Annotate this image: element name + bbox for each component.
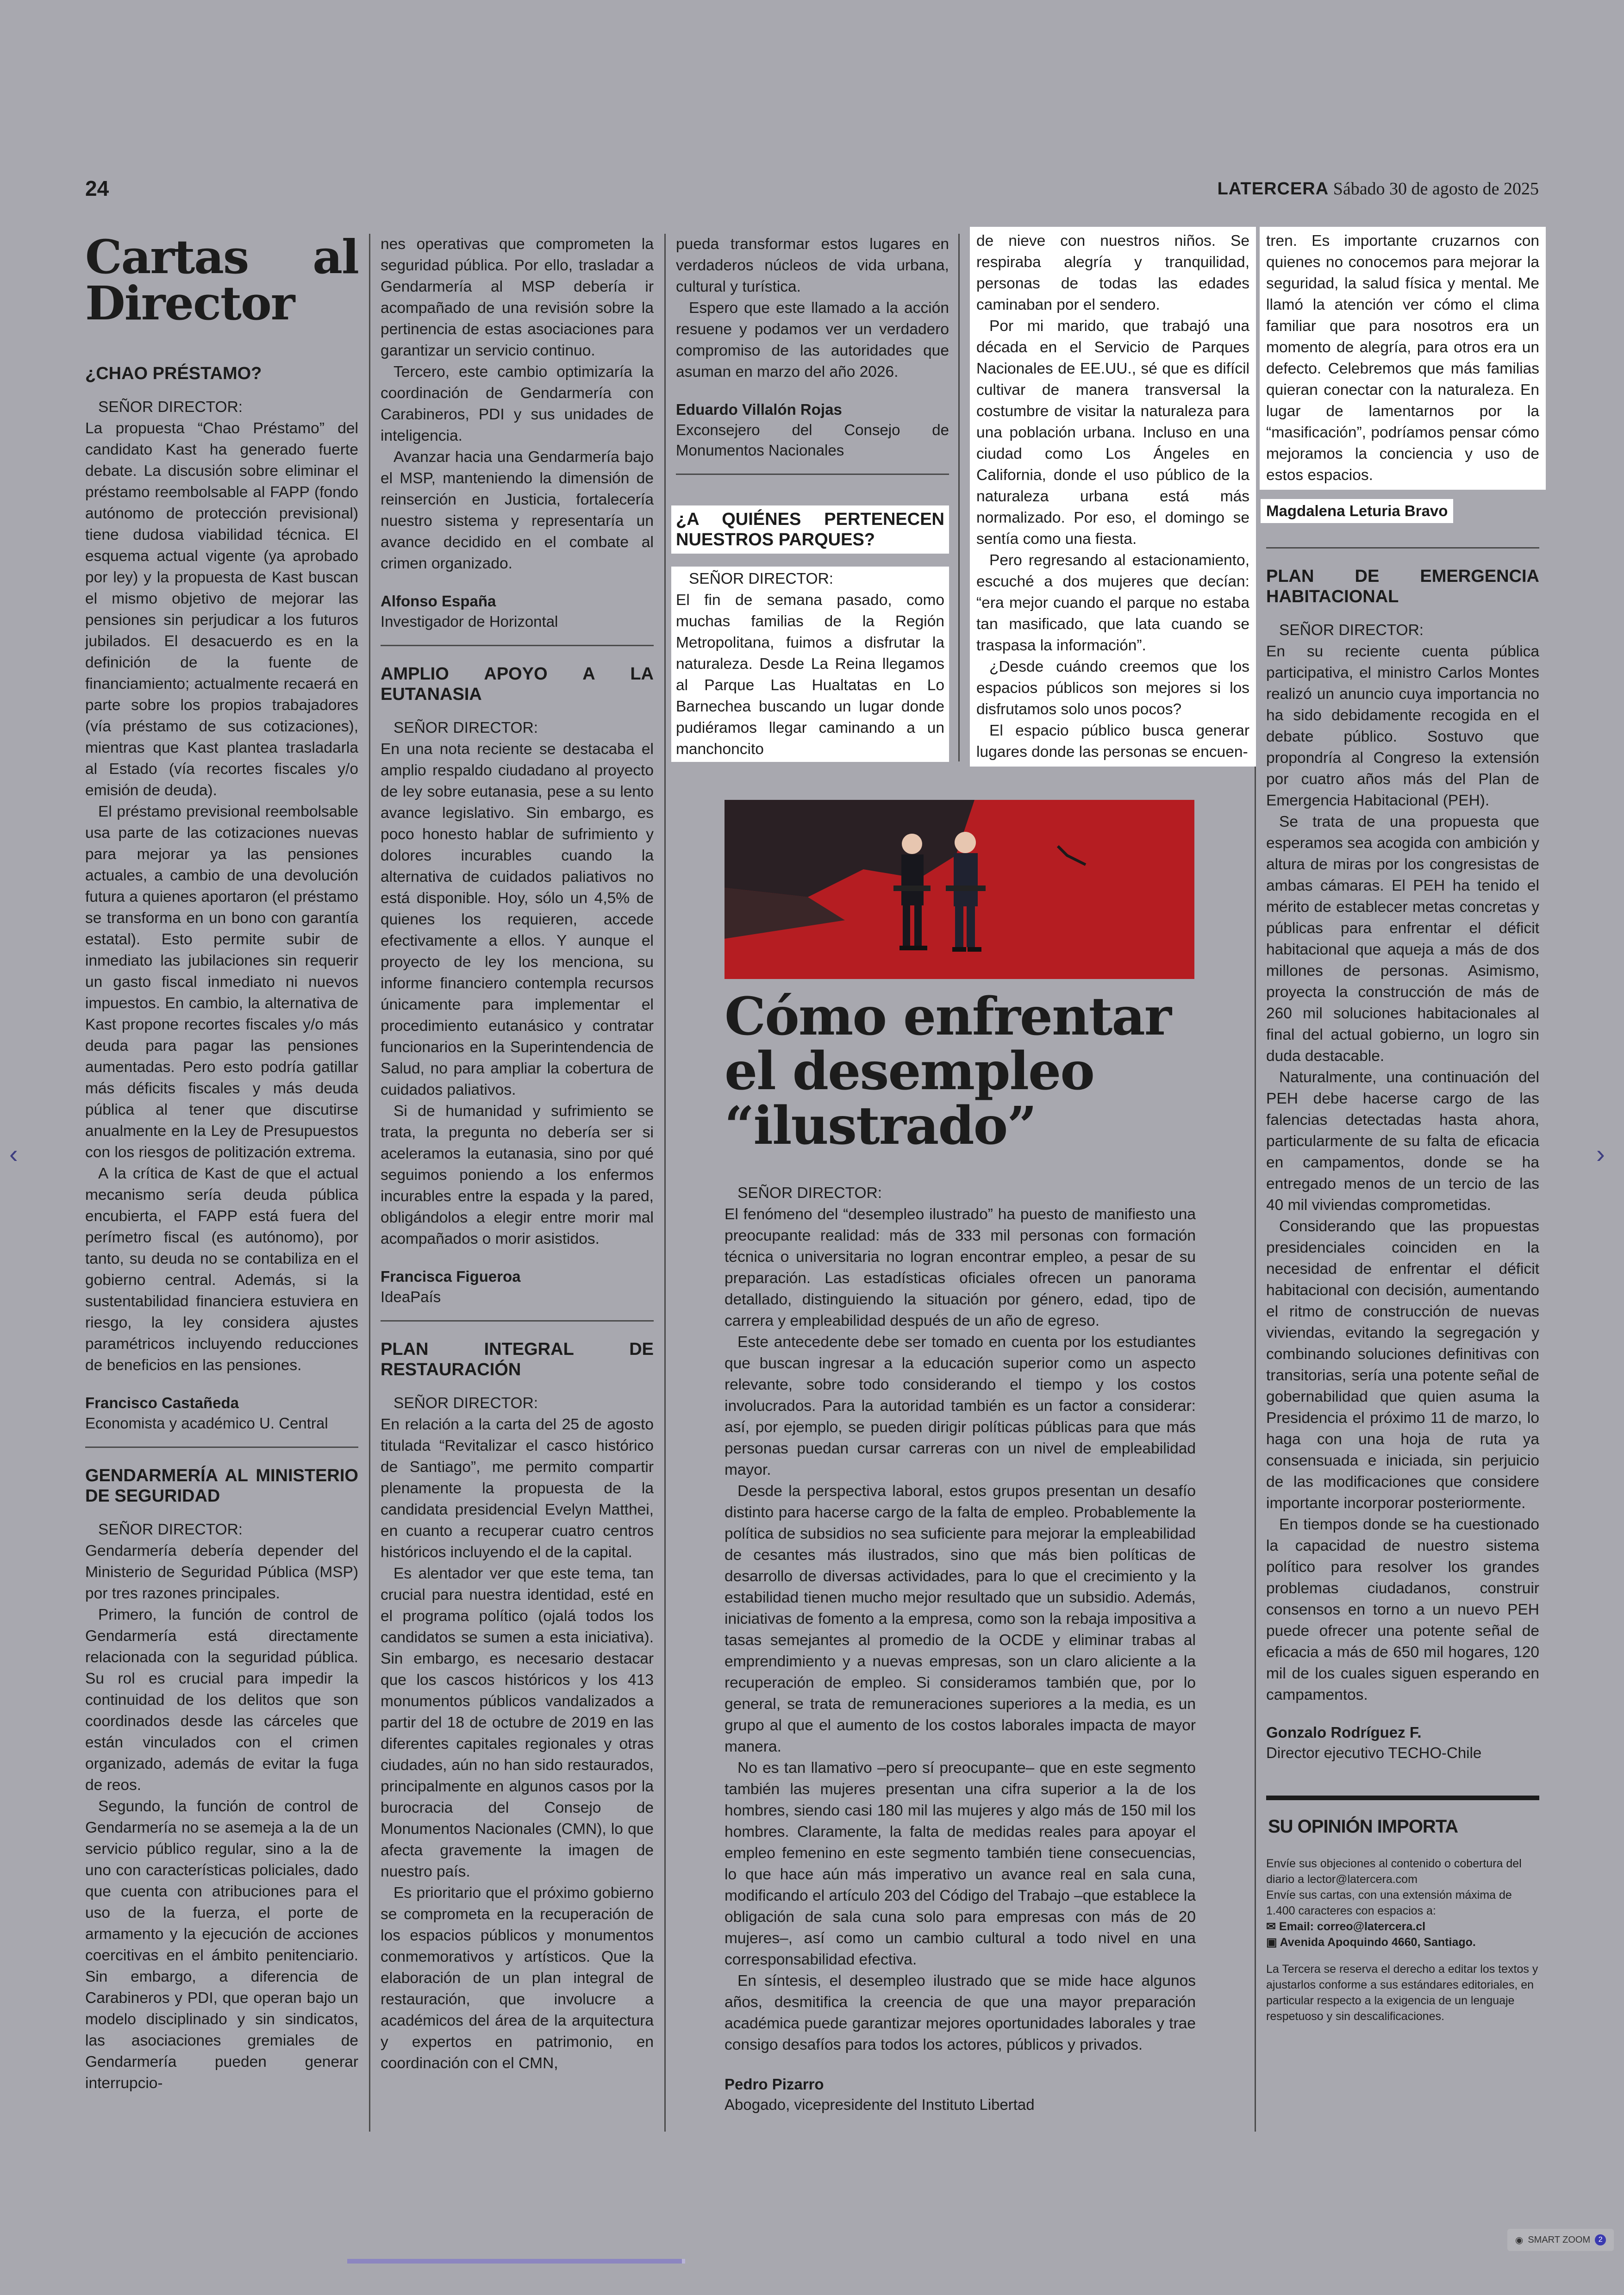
feature-paragraph: El fenómeno del “desempleo ilustrado” ha puesto de manifiesto una preocupante realidad: más de 333 mil personas con formación técnica o universitaria no logran encontrar empleo, a pesar de su preparación. Las estadísticas oficiales ofrecen un panorama detallado, distinguiendo la situación por género, edad, tipo de carrera y empleabilidad después de un año de egreso. [725, 1206, 1196, 1329]
letter-heading: AMPLIO APOYO A LA EUTANASIA [381, 664, 654, 704]
letter-signature [381, 1266, 654, 1307]
letter-paragraph: El espacio público busca generar lugares donde las personas se encuen- [976, 722, 1249, 761]
salutation: SEÑOR DIRECTOR: [689, 570, 834, 587]
feature-paragraph: No es tan llamativo –pero sí preocupante– que en este segmento también las mujeres presentan una cifra superior a la de los hombres, siendo casi 180 mil las mujeres y algo más de 150 mil los hombres. Claramente, la falta de medidas reales para apoyar el empleo femenino en este segmento también tiene consecuencias, lo que hace aún más imperativo un avance real en sala cuna, modificando el artículo 203 del Código del Trabajo –que establece la obligación de sala cuna solo para empresas con más de 20 mujeres–, así como un cambio cultural a todo nivel en una corresponsabilidad efectiva. [725, 1759, 1196, 1968]
letter-divider [1266, 547, 1539, 549]
highlighted-text-block [1260, 227, 1546, 490]
letter-paragraph: Segundo, la función de control de Gendarmería no se asemeja a la de un servicio público regular, sino a la de uno con características policiales, dado que cuenta con atribuciones para el uso de la fuerza, el porte de armamento y la ejecución de acciones coercitivas en el ámbito penitenciario. Sin embargo, a diferencia de Carabineros y PDI, que operan bajo un modelo disciplinado y sin sindicatos, las asociaciones gremiales de Gendarmería pueden generar interrupcio- [85, 1798, 358, 2092]
letter-divider [676, 474, 949, 475]
letter-divider [85, 1447, 358, 1448]
opinion-line: Envíe sus objeciones al contenido o cobertura del diario a lector@latercera.com [1266, 1857, 1522, 1886]
opinion-top-rule [1266, 1796, 1539, 1800]
column-divider [958, 234, 960, 761]
email-text: Email: correo@latercera.cl [1279, 1920, 1426, 1933]
zoom-badge: 2 [1595, 2234, 1606, 2245]
salutation: SEÑOR DIRECTOR: [394, 719, 538, 736]
letter-paragraph: El préstamo previsional reembolsable usa parte de las cotizaciones nuevas para mejorar ya las pensiones actuales, a cambio de una devolución futura a quienes aportaron (el préstamo se transforma en un bono con garantía estatal). Esto permite subir de inmediato las jubilaciones sin requerir un gasto fiscal inmediato ni nuevos impuestos. En cambio, la alternativa de Kast propone recortes fiscales y/o más deuda para pagar las pensiones aumentadas. Pero esto podría gatillar más déficits fiscales y más deuda pública al tener que discutirse anualmente en la Ley de Presupuestos con los riesgos de politización extrema. [85, 803, 358, 1161]
letter-paragraph: Si de humanidad y sufrimiento se trata, la pregunta no debería ser si aceleramos la eutanasia, sino por qué seguimos poniendo a los enfermos incurables entre la espada y la pared, obligándolos a elegir entre morir mal acompañados o morir asistidos. [381, 1103, 654, 1247]
eye-icon: ◉ [1515, 2235, 1524, 2245]
letter-paragraph: Es alentador ver que este tema, tan crucial para nuestra identidad, esté en el programa político (ojalá todos los candidatos se sumen a esta iniciativa). Sin embargo, es necesario destacar que los cascos históricos y los 413 monumentos públicos vandalizados a partir del 18 de octubre de 2019 en las diferentes capitales regionales y otras ciudades, aún no han sido restaurados, principalmente en algunos casos por la burocracia del Consejo de Monumentos Nacionales (CMN), lo que afecta gravemente la imagen de nuestro país. [381, 1565, 654, 1880]
author-role: Director ejecutivo TECHO-Chile [1266, 1744, 1482, 1761]
letter-paragraph: En su reciente cuenta pública participativa, el ministro Carlos Montes realizó un anuncio cuya importancia no ha sido debidamente recogida en el debate público. Sostuvo que propondría al Congreso la extensión por cuatro años más del Plan de Emergencia Habitacional (PEH). [1266, 643, 1539, 809]
column-3 [676, 234, 949, 762]
letter-divider [381, 1320, 654, 1322]
salutation: SEÑOR DIRECTOR: [98, 399, 243, 416]
highlighted-text-block [671, 567, 949, 762]
opinion-disclaimer: La Tercera se reserva el derecho a editar los textos y ajustarlos conforme a sus estándares editoriales, en particular respecto a la exigencia de un lenguaje respetuoso y sin descalificaciones. [1266, 1963, 1538, 2023]
mail-icon: ✉ [1266, 1920, 1279, 1933]
author-name: Eduardo Villalón Rojas [676, 401, 842, 418]
opinion-email [1266, 1919, 1539, 1934]
letter-paragraph: Considerando que las propuestas presidenciales coinciden en la necesidad de enfrentar el déficit habitacional con decisión, aumentando el ritmo de construcción de nuevas viviendas, evitando la segregación y combinando soluciones definitivas con transitorias, sería una potente señal de gobernabilidad que quien asuma la Presidencia el próximo 11 de marzo, lo haga con una hoja de ruta ya consensuada e iniciada, sin perjuicio de las modificaciones que considere importante incorporar posteriormente. [1266, 1218, 1539, 1512]
letter-heading: ¿A QUIÉNES PERTENECEN NUESTROS PARQUES? [671, 505, 949, 554]
letter-signature [676, 399, 949, 461]
author-role: Investigador de Horizontal [381, 613, 558, 630]
smart-zoom-button[interactable] [1507, 2229, 1614, 2251]
letter-heading: ¿CHAO PRÉSTAMO? [85, 364, 262, 383]
feature-paragraph: Desde la perspectiva laboral, estos grupos presentan un desafío distinto para hacerse cargo de la falta de empleo. Probablemente la política de subsidios no sea suficiente para mejorar la empleabilidad de cesantes más ilustrados, sino que más bien políticas de desarrollo de diversas actividades, para lo que el crecimiento y la estabilidad tienen mucho mejor resultado que un subsidio. Además, iniciativas de fomento a la empresa, como son la rebaja impositiva a tasas semejantes al promedio de la OCDE y eliminar trabas al emprendimiento y a nuevas empresas, son un claro aliciente a la recuperación de empleo. Si consideramos también que, por lo general, se trata de remuneraciones superiores a la media, es un grupo al que el aumento de los costos laborales impacta de mayor manera. [725, 1483, 1196, 1755]
letter-paragraph: Por mi marido, que trabajó una década en el Servicio de Parques Nacionales de EE.UU., sé que es difícil cultivar de manera transversal la costumbre de visitar la naturaleza para una población urbana. Incluso en una ciudad como Los Ángeles en California, donde el uso público de la naturaleza urbana está más normalizado. Por eso, el domingo se sentía como una fiesta. [976, 318, 1249, 548]
column-1 [85, 230, 358, 2094]
letter-paragraph: En una nota reciente se destacaba el amplio respaldo ciudadano al proyecto de ley sobre eutanasia, pese a su lento avance legislativo. Sin embargo, es poco honesto hablar de sufrimiento y dolores incurables cuando la alternativa de cuidados paliativos no está disponible. Hoy, sólo un 4,5% de quienes los requieren, accede efectivamente a ellos. Y aunque el proyecto de ley los menciona, su informe financiero contempla recursos únicamente para implementar el procedimiento eutanásico y contratar funcionarios en la Superintendencia de Salud, no para ampliar la cobertura de cuidados paliativos. [381, 741, 654, 1098]
headline-line: “ilustrado” [725, 1096, 1036, 1156]
letter-paragraph: Gendarmería debería depender del Ministerio de Seguridad Pública (MSP) por tres razones principales. [85, 1542, 358, 1602]
column-divider [664, 234, 666, 2132]
page-number: 24 [85, 176, 109, 200]
chevron-right-icon[interactable]: › [1596, 1139, 1605, 1168]
author-name: Pedro Pizarro [725, 2076, 824, 2093]
opinion-address [1266, 1934, 1539, 1950]
letter-paragraph: Tercero, este cambio optimizaría la coordinación de Gendarmería con Carabineros, PDI y sus unidades de inteligencia. [381, 363, 654, 444]
letter-paragraph: Naturalmente, una continuación del PEH debe hacerse cargo de las falencias detectadas hasta ahora, particularmente de su falta de eficacia en campamentos, donde se ha entregado menos de un tercio de las 40 mil viviendas comprometidas. [1266, 1069, 1539, 1214]
column-2 [381, 234, 654, 2074]
feature-headline [725, 986, 1201, 1156]
column-4-highlighted [970, 227, 1256, 767]
letter-paragraph: En tiempos donde se ha cuestionado la capacidad de nuestro sistema político para resolver los grandes problemas ciudadanos, construir consensos en torno a un nuevo PEH puede ofrecer una potente señal de eficacia a más de 650 mil hogares, 120 mil de los cuales siguen esperando en campamentos. [1266, 1516, 1539, 1703]
letter-signature [1266, 499, 1539, 523]
letter-paragraph: Avanzar hacia una Gendarmería bajo el MSP, manteniendo la dimensión de reinserción en Justicia, fortalecería nuestro sistema y representaría un avance decidido en el combate al crimen organizado. [381, 449, 654, 572]
section-title: Cartas al Director [85, 230, 358, 331]
letter-paragraph: Se trata de una propuesta que esperamos sea acogida con ambición y altura de miras por los congresistas de ambas cámaras. El PEH ha tenido el mérito de establecer metas concretas y públicas para enfrentar el déficit habitacional que aqueja a más de dos millones de personas. Asimismo, proyecta la construcción de más de 260 mil soluciones habitacionales al final del actual gobierno, un logro sin duda destacable. [1266, 813, 1539, 1065]
author-role: Exconsejero del Consejo de Monumentos Nacionales [676, 421, 949, 459]
letter-signature [381, 591, 654, 632]
salutation: SEÑOR DIRECTOR: [737, 1185, 882, 1202]
feature-body [725, 1183, 1196, 2115]
letter-paragraph: Es prioritario que el próximo gobierno se comprometa en la recuperación de los espacios públicos y monumentos conmemorativos y artísticos. Que la elaboración de un plan integral de restauración, que involucre a académicos del área de la arquitectura y expertos en patrimonio, en coordinación con el CMN, [381, 1884, 654, 2072]
address-text: Avenida Apoquindo 4660, Santiago. [1280, 1936, 1476, 1949]
author-role: Economista y académico U. Central [85, 1415, 328, 1432]
letter-heading: PLAN INTEGRAL DE RESTAURACIÓN [381, 1340, 654, 1379]
feature-paragraph: En síntesis, el desempleo ilustrado que se mide hace algunos años, desmitifica la creencia de que una mayor preparación académica puede garantizar mejores oportunidades laborales y trae consigo desafíos para todos los actores, públicos y privados. [725, 1972, 1196, 2053]
chevron-left-icon[interactable]: ‹ [9, 1139, 18, 1168]
salutation: SEÑOR DIRECTOR: [1279, 622, 1424, 639]
column-5 [1266, 234, 1539, 2024]
letter-paragraph: Espero que este llamado a la acción resuene y podamos ver un verdadero compromiso de las autoridades que asuman en marzo del año 2026. [676, 299, 949, 380]
letter-paragraph: En relación a la carta del 25 de agosto titulada “Revitalizar el casco histórico de Santiago”, me permito compartir plenamente la propuesta de la candidata presidencial Evelyn Matthei, en cuanto a recuperar cuatro centros históricos incluyendo el de la capital. [381, 1416, 654, 1561]
letter-heading: GENDARMERÍA AL MINISTERIO DE SEGURIDAD [85, 1466, 358, 1506]
letter-paragraph: tren. Es importante cruzarnos con quienes no conocemos para mejorar la seguridad, la salud física y mental. Me llamó la atención ver cómo el clima familiar que para nosotros era un momento de alegría, para otros era un defecto. Celebremos que más familias quieran conectar con la naturaleza. En lugar de lamentarnos por la “masificación”, podríamos pensar cómo mejoramos la conciencia y uso de estos espacios. [1266, 232, 1539, 484]
letter-paragraph: Pero regresando al estacionamiento, escuché a dos mujeres que decían: “era mejor cuando el parque no estaba tan masificado, que lata cuando se traspasa la información”. [976, 552, 1249, 654]
feature-illustration [725, 800, 1194, 979]
letter-paragraph: El fin de semana pasado, como muchas familias de la Región Metropolitana, fuimos a disfrutar la naturaleza. Desde La Reina llegamos al Parque Las Hualtatas en Lo Barnechea buscando un lugar donde pudiéramos llegar caminando a un manchoncito [676, 592, 944, 758]
author-name: Francisco Castañeda [85, 1394, 239, 1411]
letter-signature [85, 1393, 358, 1434]
headline-line: el desempleo [725, 1041, 1094, 1102]
author-role: Abogado, vicepresidente del Instituto Libertad [725, 2096, 1035, 2113]
letter-paragraph: ¿Desde cuándo creemos que los espacios públicos son mejores si los disfrutamos solo unos pocos? [976, 658, 1249, 718]
illustration-graphic [725, 800, 1194, 979]
letter-paragraph: Primero, la función de control de Gendarmería está directamente relacionada con la seguridad pública. Su rol es crucial para impedir la continuidad de los delitos que son coordinados desde las cárceles que están vinculados con el crimen organizado, además de evitar la fuga de reos. [85, 1606, 358, 1794]
author-name: Francisca Figueroa [381, 1268, 521, 1285]
issue-date: Sábado 30 de agosto de 2025 [1333, 179, 1539, 199]
salutation: SEÑOR DIRECTOR: [98, 1521, 243, 1538]
author-role: IdeaPaís [381, 1288, 441, 1305]
letter-paragraph: A la crítica de Kast de que el actual mecanismo sería deuda pública encubierta, el FAPP está fuera del perímetro fiscal (es autónomo), por tanto, su deuda no se contabiliza en el gobierno central. Además, si la sustentabilidad financiera estuviera en riesgo, la ley considera ajustes paramétricos incluyendo reducciones de beneficios en las pensiones. [85, 1165, 358, 1374]
letter-signature [725, 2074, 1196, 2115]
opinion-title: SU OPINIÓN IMPORTA [1268, 1816, 1458, 1837]
masthead-date [1218, 179, 1539, 199]
opinion-line: Envíe sus cartas, con una extensión máxima de 1.400 caracteres con espacios a: [1266, 1889, 1512, 1917]
letter-paragraph: nes operativas que comprometen la seguridad pública. Por ello, trasladar a Gendarmería al MSP debería ir acompañado de una revisión sobre la pertinencia de estas asociaciones para garantizar un servicio continuo. [381, 236, 654, 359]
page-scrollbar[interactable] [347, 2259, 685, 2264]
building-icon: ▣ [1266, 1936, 1280, 1949]
headline-line: Cómo enfrentar [725, 986, 1171, 1047]
feature-paragraph: Este antecedente debe ser tomado en cuenta por los estudiantes que buscan ingresar a la educación superior como un aspecto relevante, sobre todo considerando el tiempo y los costos involucrados. Para la autoridad también es un factor a considerar: así, por ejemplo, se pueden dirigir políticas públicas para que más personas puedan cursar carreras con un nivel de empleabilidad mayor. [725, 1334, 1196, 1478]
zoom-label: SMART ZOOM [1528, 2234, 1591, 2245]
letter-paragraph: pueda transformar estos lugares en verdaderos núcleos de vida urbana, cultural y turística. [676, 236, 949, 295]
salutation: SEÑOR DIRECTOR: [394, 1395, 538, 1412]
author-name: Alfonso España [381, 592, 496, 610]
author-name: Gonzalo Rodríguez F. [1266, 1724, 1422, 1741]
letter-paragraph: La propuesta “Chao Préstamo” del candidato Kast ha generado fuerte debate. La discusión sobre eliminar el préstamo reembolsable al FAPP (fondo autónomo de protección previsional) tiene dudosa viabilidad técnica. El esquema actual vigente (ya aprobado por ley) y la propuesta de Kast buscan el mismo objetivo de mejorar las pensiones sin perjudicar a los futuros jubilados. El desacuerdo es en la definición de la fuente de financiamiento; actualmente recaerá en parte sobre los propios trabajadores (vía préstamo de sus cotizaciones), mientras que Kast plantea trasladarla al Estado (vía recortes fiscales y/o emisión de deuda). [85, 420, 358, 799]
letter-heading: PLAN DE EMERGENCIA HABITACIONAL [1266, 567, 1539, 606]
author-name: Magdalena Leturia Bravo [1261, 499, 1453, 523]
column-divider [369, 234, 370, 2132]
scrollbar-thumb[interactable] [347, 2259, 682, 2264]
letter-paragraph: de nieve con nuestros niños. Se respiraba alegría y tranquilidad, personas de todas las edades caminaban por el sendero. [976, 232, 1249, 313]
letter-signature [1266, 1722, 1539, 1763]
brand-name: LATERCERA [1217, 179, 1329, 199]
letter-divider [381, 645, 654, 646]
